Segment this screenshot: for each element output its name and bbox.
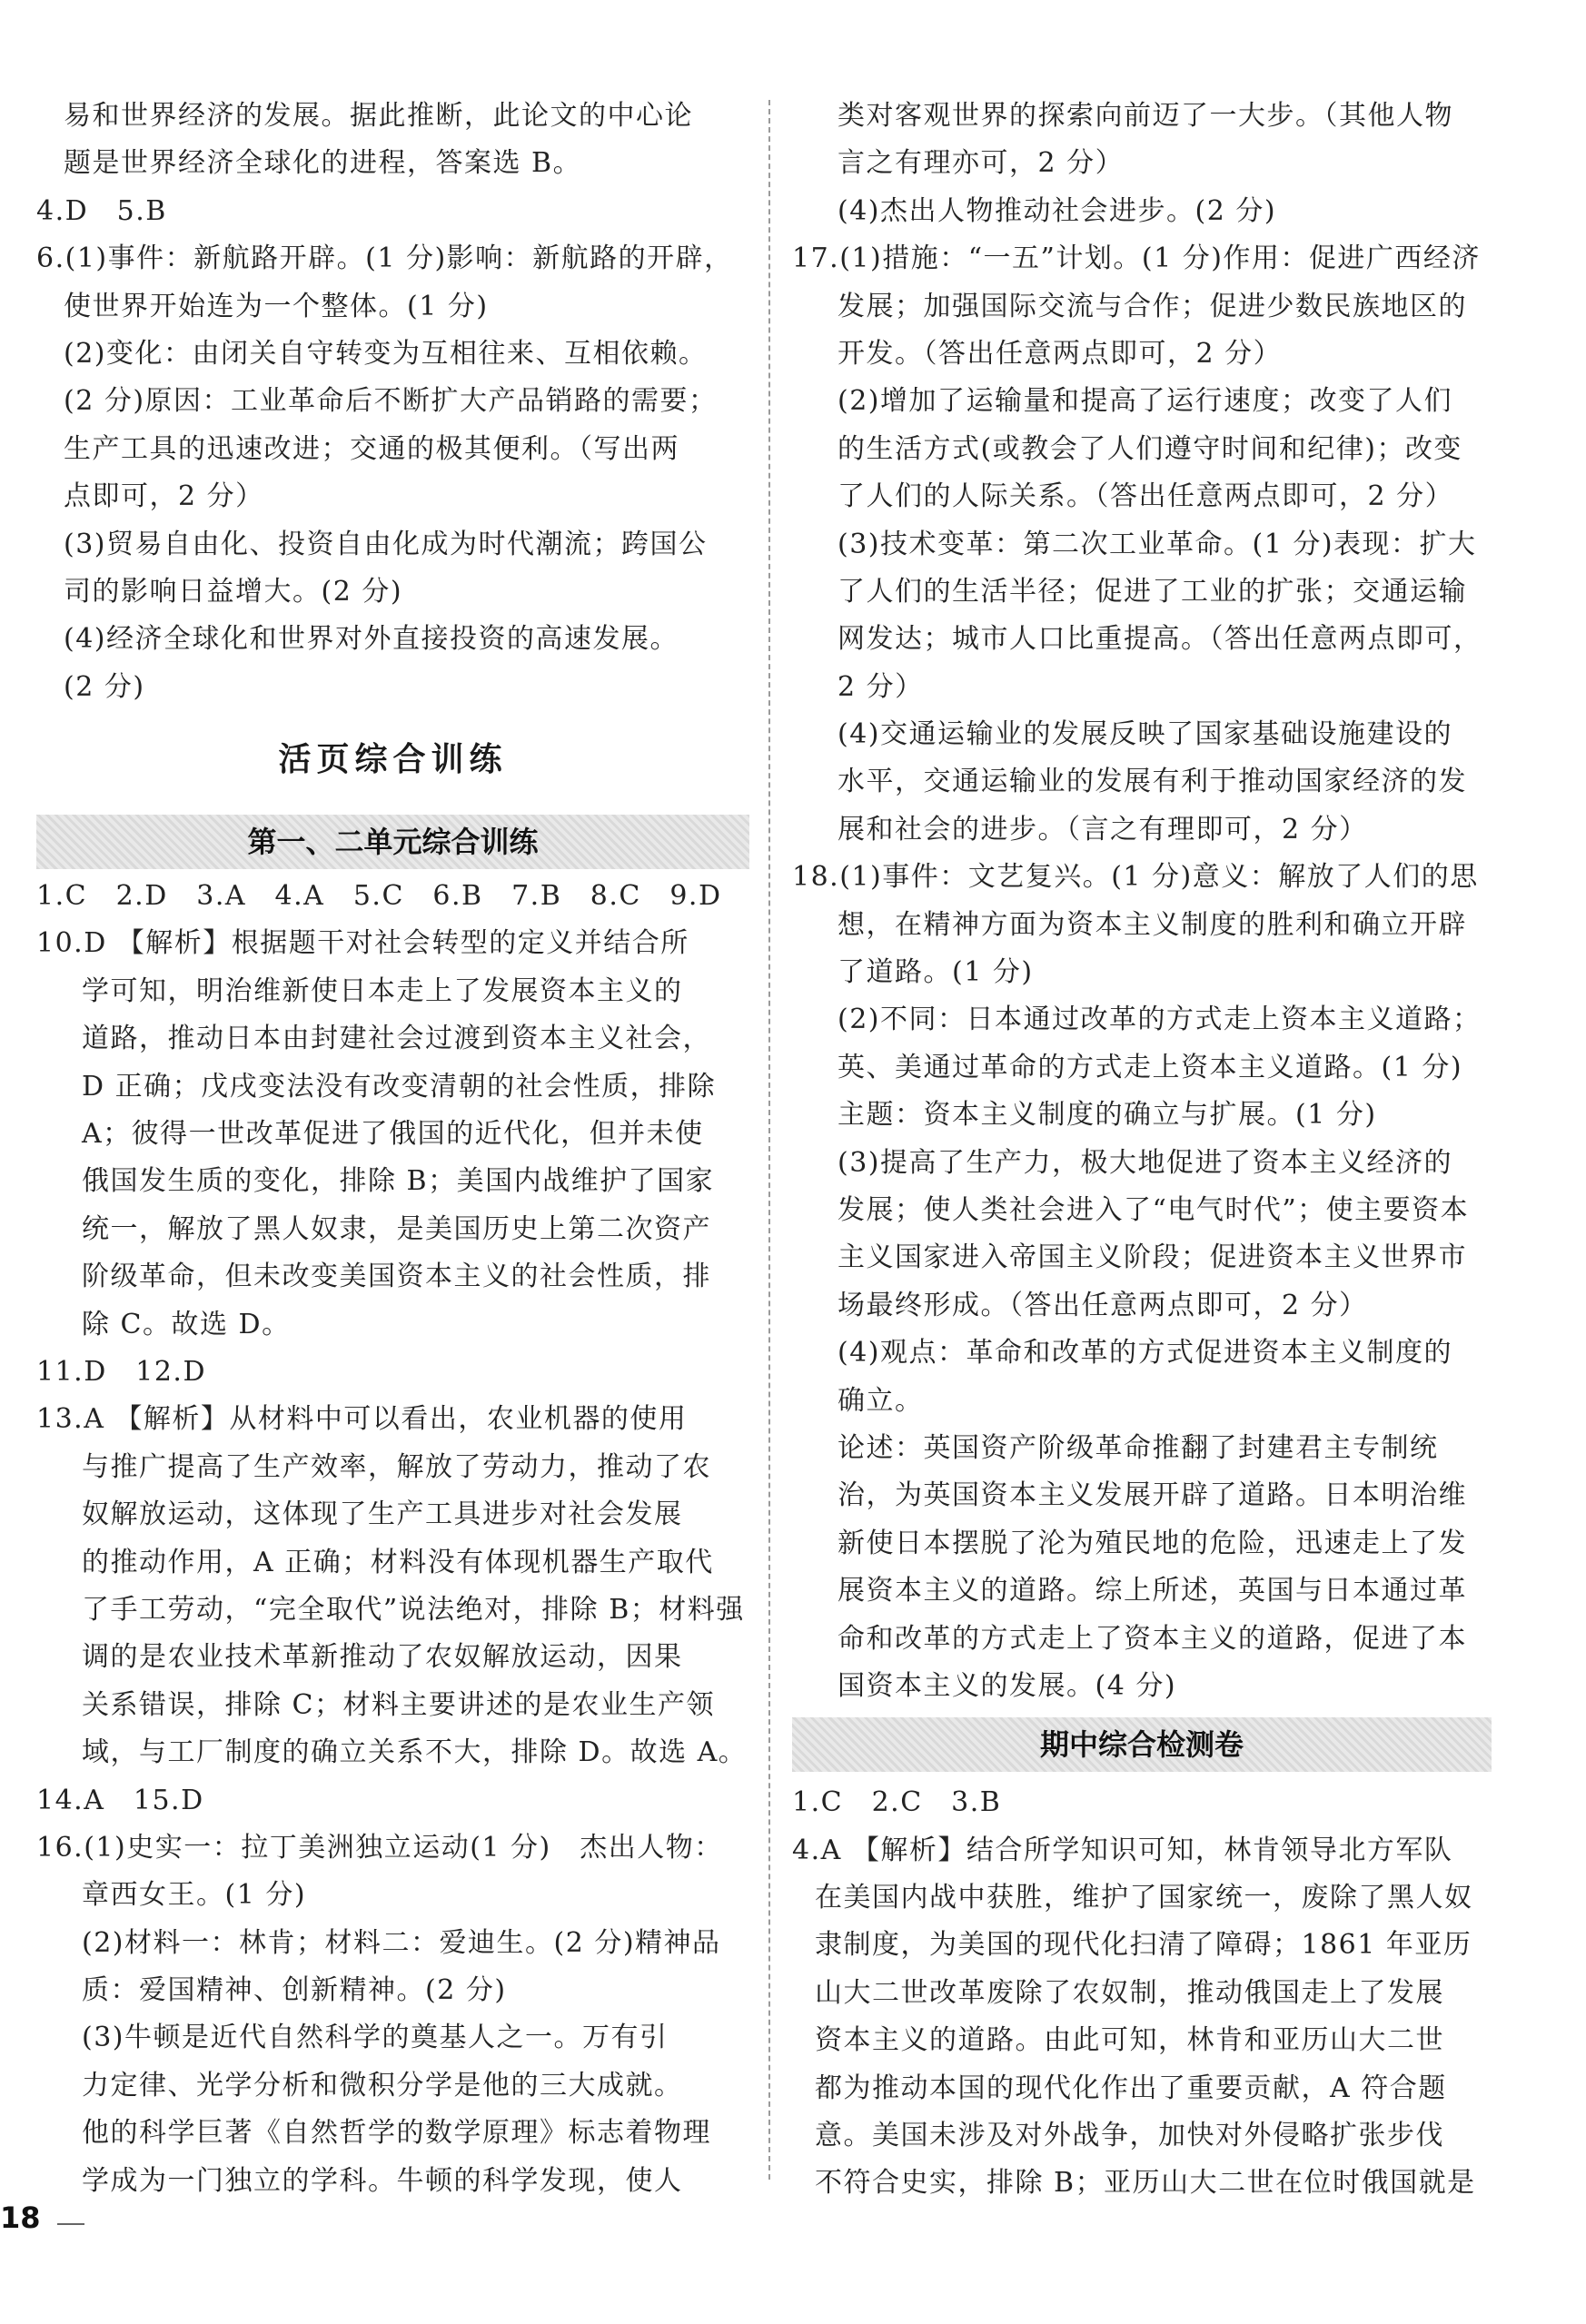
- midterm-banner: 期中综合检测卷: [792, 1717, 1492, 1772]
- section-title: 活页综合训练: [278, 741, 508, 779]
- text-line: 主题：资本主义制度的确立与扩展。(1 分): [838, 1099, 1377, 1132]
- column-divider: [768, 100, 770, 2180]
- text-line: 1.C 2.C 3.B: [792, 1786, 1002, 1819]
- text-line: 新使日本摆脱了沦为殖民地的危险，迅速走上了发: [838, 1527, 1467, 1559]
- text-line: 质：爱国精神、创新精神。(2 分): [82, 1974, 507, 2007]
- text-line: 他的科学巨著《自然哲学的数学原理》标志着物理: [82, 2117, 711, 2150]
- text-line: 了人们的生活半径；促进了工业的扩张；交通运输: [838, 575, 1467, 608]
- text-line: 展和社会的进步。（言之有理即可，2 分）: [838, 813, 1368, 846]
- text-line: 学成为一门独立的学科。牛顿的科学发现，使人: [82, 2164, 683, 2197]
- text-line: 调的是农业技术革新推动了农奴解放运动，因果: [82, 1641, 683, 1674]
- text-line: 18.(1)事件：文艺复兴。(1 分)意义：解放了人们的思: [792, 861, 1479, 894]
- text-line: 关系错误，排除 C；材料主要讲述的是农业生产领: [82, 1688, 715, 1721]
- text-line: 题是世界经济全球化的进程，答案选 B。: [64, 147, 582, 180]
- text-line: (4)杰出人物推动社会进步。(2 分): [838, 194, 1277, 227]
- right-column: [792, 93, 1492, 2208]
- text-line: 类对客观世界的探索向前迈了一大步。（其他人物: [838, 100, 1453, 132]
- text-line: 主义国家进入帝国主义阶段；促进资本主义世界市: [838, 1241, 1467, 1274]
- text-line: 想，在精神方面为资本主义制度的胜利和确立开辟: [838, 908, 1467, 941]
- text-line: 水平，交通运输业的发展有利于推动国家经济的发: [838, 766, 1467, 798]
- text-line: 场最终形成。（答出任意两点即可，2 分）: [838, 1289, 1368, 1321]
- text-line: 网发达；城市人口比重提高。（答出任意两点即可，: [838, 623, 1482, 656]
- text-line: 英、美通过革命的方式走上资本主义道路。(1 分): [838, 1051, 1463, 1083]
- text-line: (4)观点：革命和改革的方式促进资本主义制度的: [838, 1337, 1452, 1370]
- text-line: (4)经济全球化和世界对外直接投资的高速发展。: [64, 623, 679, 656]
- text-line: 意。美国未涉及对外战争，加快对外侵略扩张步伐: [815, 2120, 1444, 2152]
- text-line: 在美国内战中获胜，维护了国家统一，废除了黑人奴: [815, 1882, 1473, 1914]
- left-column: [36, 93, 749, 2205]
- text-line: (2 分)原因：工业革命后不断扩大产品销路的需要；: [64, 385, 718, 418]
- text-line: 资本主义的道路。由此可知，林肯和亚历山大二世: [815, 2024, 1444, 2057]
- text-line: 14.A 15.D: [36, 1784, 204, 1816]
- text-line: 道路，推动日本由封建社会过渡到资本主义社会，: [82, 1023, 711, 1055]
- text-line: 了道路。(1 分): [838, 956, 1034, 989]
- text-line: 确立。: [838, 1384, 924, 1417]
- footer-dash: [57, 2223, 84, 2225]
- text-line: 俄国发生质的变化，排除 B；美国内战维护了国家: [82, 1165, 715, 1198]
- text-line: 13.A 【解析】从材料中可以看出，农业机器的使用: [36, 1403, 688, 1436]
- text-line: (2 分): [64, 670, 145, 703]
- text-line: 力定律、光学分析和微积分学是他的三大成就。: [82, 2069, 683, 2101]
- text-line: 阶级革命，但未改变美国资本主义的社会性质，排: [82, 1261, 711, 1293]
- text-line: 1.C 2.D 3.A 4.A 5.C 6.B 7.B 8.C 9.D: [36, 880, 722, 913]
- text-line: 国资本主义的发展。(4 分): [838, 1669, 1177, 1702]
- text-line: 2 分）: [838, 670, 924, 703]
- text-line: (2)材料一：林肯；材料二：爱迪生。(2 分)精神品: [82, 1926, 721, 1959]
- text-line: 17.(1)措施：“一五”计划。(1 分)作用：促进广西经济: [792, 242, 1481, 275]
- unit-banner: 第一、二单元综合训练: [36, 815, 749, 869]
- text-line: (4)交通运输业的发展反映了国家基础设施建设的: [838, 718, 1452, 751]
- text-line: 治，为英国资本主义发展开辟了道路。日本明治维: [838, 1479, 1467, 1512]
- text-line: 论述：英国资产阶级革命推翻了封建君主专制统: [838, 1431, 1439, 1464]
- text-line: 6.(1)事件：新航路开辟。(1 分)影响：新航路的开辟，: [36, 242, 733, 275]
- page-footer: [0, 2190, 84, 2245]
- text-line: 章西女王。(1 分): [82, 1879, 307, 1912]
- text-line: (3)技术变革：第二次工业革命。(1 分)表现：扩大: [838, 528, 1477, 560]
- text-line: 发展；加强国际交流与合作；促进少数民族地区的: [838, 290, 1467, 322]
- text-line: 开发。（答出任意两点即可，2 分）: [838, 337, 1283, 370]
- text-line: 易和世界经济的发展。据此推断，此论文的中心论: [64, 100, 693, 132]
- text-line: (3)牛顿是近代自然科学的奠基人之一。万有引: [82, 2022, 669, 2054]
- text-line: D 正确；戊戌变法没有改变清朝的社会性质，排除: [82, 1070, 717, 1103]
- text-line: 隶制度，为美国的现代化扫清了障碍；1861 年亚历: [815, 1929, 1472, 1962]
- text-line: 11.D 12.D: [36, 1355, 207, 1388]
- text-line: 奴解放运动，这体现了生产工具进步对社会发展: [82, 1498, 683, 1531]
- text-line: 展资本主义的道路。综上所述，英国与日本通过革: [838, 1575, 1467, 1607]
- text-line: 16.(1)史实一：拉丁美洲独立运动(1 分) 杰出人物：: [36, 1831, 723, 1864]
- text-line: 的生活方式(或教会了人们遵守时间和纪律)；改变: [838, 432, 1462, 465]
- text-line: 与推广提高了生产效率，解放了劳动力，推动了农: [82, 1450, 711, 1483]
- page-number: 18: [0, 2200, 41, 2235]
- text-line: 域，与工厂制度的确立关系不大，排除 D。故选 A。: [82, 1736, 748, 1769]
- text-line: 命和改革的方式走上了资本主义的道路，促进了本: [838, 1622, 1467, 1655]
- text-line: (3)提高了生产力，极大地促进了资本主义经济的: [838, 1146, 1452, 1179]
- text-line: 4.D 5.B: [36, 194, 167, 227]
- text-line: 使世界开始连为一个整体。(1 分): [64, 290, 489, 322]
- text-line: 不符合史实，排除 B；亚历山大二世在位时俄国就是: [815, 2167, 1476, 2200]
- text-line: 了手工劳动，“完全取代”说法绝对，排除 B；材料强: [82, 1593, 745, 1626]
- text-line: 发展；使人类社会进入了“电气时代”；使主要资本: [838, 1193, 1470, 1226]
- right-text-block-a: [792, 93, 1492, 1710]
- text-line: 都为推动本国的现代化作出了重要贡献，A 符合题: [815, 2072, 1447, 2104]
- text-line: 山大二世改革废除了农奴制，推动俄国走上了发展: [815, 1976, 1444, 2009]
- text-line: 生产工具的迅速改进；交通的极其便利。（写出两: [64, 432, 679, 465]
- text-line: 10.D 【解析】根据题干对社会转型的定义并结合所: [36, 927, 689, 960]
- text-line: 司的影响日益增大。(2 分): [64, 575, 403, 608]
- text-line: A；彼得一世改革促进了俄国的近代化，但并未使: [82, 1118, 704, 1151]
- text-line: 4.A 【解析】结合所学知识可知，林肯领导北方军队: [792, 1834, 1453, 1866]
- text-line: 言之有理亦可，2 分）: [838, 147, 1125, 180]
- left-text-block-a: [36, 93, 749, 711]
- text-line: 了人们的人际关系。（答出任意两点即可，2 分）: [838, 480, 1454, 513]
- text-line: (2)不同：日本通过改革的方式走上资本主义道路；: [838, 1004, 1482, 1036]
- left-text-block-b: [36, 873, 749, 2205]
- right-text-block-b: [792, 1779, 1492, 2208]
- text-line: 学可知，明治维新使日本走上了发展资本主义的: [82, 974, 683, 1007]
- text-line: 统一，解放了黑人奴隶，是美国历史上第二次资产: [82, 1212, 711, 1245]
- text-line: 的推动作用，A 正确；材料没有体现机器生产取代: [82, 1546, 714, 1578]
- text-line: (2)变化：由闭关自守转变为互相往来、互相依赖。: [64, 337, 708, 370]
- text-line: 除 C。故选 D。: [82, 1308, 291, 1340]
- text-line: (3)贸易自由化、投资自由化成为时代潮流；跨国公: [64, 528, 708, 560]
- text-line: (2)增加了运输量和提高了运行速度；改变了人们: [838, 385, 1452, 418]
- text-line: 点即可，2 分）: [64, 480, 264, 513]
